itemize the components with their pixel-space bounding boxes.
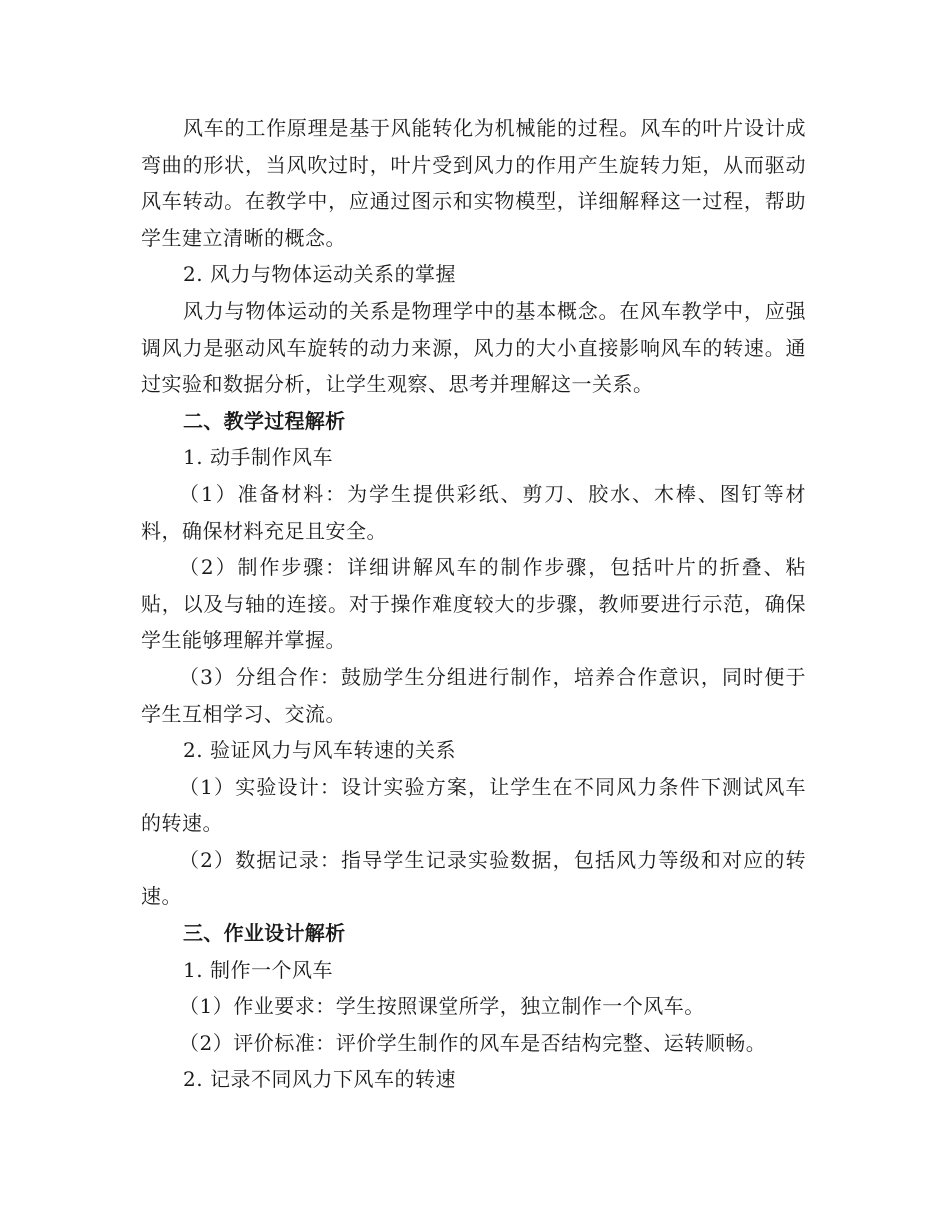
section-heading: 三、作业设计解析 xyxy=(183,921,346,946)
list-item: （2）制作步骤：详细讲解风车的制作步骤，包括叶片的折叠、粘贴，以及与轴的连接。对于操作难度较大的步骤，教师要进行示范，确保学生能够理解并掌握。 xyxy=(141,555,806,653)
list-item: （1）准备材料：为学生提供彩纸、剪刀、胶水、木棒、图钉等材料，确保材料充足且安全。 xyxy=(141,481,806,543)
subsection-title: 2. 验证风力与风车转速的关系 xyxy=(183,738,456,763)
subsection-title: 1. 制作一个风车 xyxy=(183,957,333,982)
subsection-title: 2. 记录不同风力下风车的转速 xyxy=(183,1067,456,1092)
section-heading: 二、教学过程解析 xyxy=(183,408,346,433)
subsection-title: 1. 动手制作风车 xyxy=(183,445,333,470)
list-item: （1）实验设计：设计实验方案，让学生在不同风力条件下测试风车的转速。 xyxy=(141,774,806,836)
body-paragraph: 风力与物体运动的关系是物理学中的基本概念。在风车教学中，应强调风力是驱动风车旋转的动力来源，风力的大小直接影响风车的转速。通过实验和数据分析，让学生观察、思考并理解这一关系。 xyxy=(141,298,806,397)
list-item: （1）作业要求：学生按照课堂所学，独立制作一个风车。 xyxy=(179,994,705,1019)
list-item: （2）数据记录：指导学生记录实验数据，包括风力等级和对应的转速。 xyxy=(141,847,806,909)
list-item: （3）分组合作：鼓励学生分组进行制作，培养合作意识，同时便于学生互相学习、交流。 xyxy=(141,664,806,726)
subsection-title: 2. 风力与物体运动关系的掌握 xyxy=(183,262,456,287)
document-body xyxy=(141,110,806,1098)
list-item: （2）评价标准：评价学生制作的风车是否结构完整、运转顺畅。 xyxy=(179,1030,767,1055)
body-paragraph: 风车的工作原理是基于风能转化为机械能的过程。风车的叶片设计成弯曲的形状，当风吹过时，叶片受到风力的作用产生旋转力矩，从而驱动风车转动。在教学中，应通过图示和实物模型，详细解释这一过程，帮助学生建立清晰的概念。 xyxy=(141,116,806,250)
